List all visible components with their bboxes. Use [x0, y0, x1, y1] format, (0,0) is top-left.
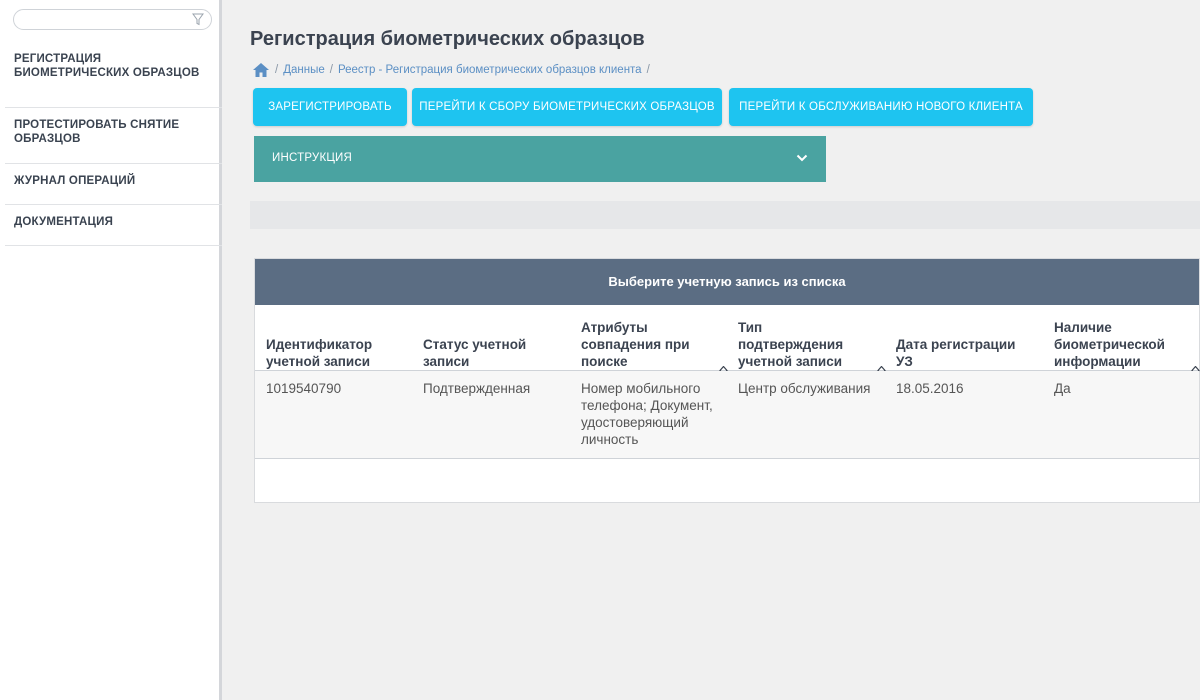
column-header-confirmation[interactable]: Тип подтверждения учетной записи	[738, 320, 844, 369]
sidebar-item-registration[interactable]: РЕГИСТРАЦИЯ БИОМЕТРИЧЕСКИХ ОБРАЗЦОВ	[5, 42, 222, 108]
sidebar-item-test-capture[interactable]: ПРОТЕСТИРОВАТЬ СНЯТИЕ ОБРАЗЦОВ	[5, 108, 222, 164]
table-header-row	[255, 305, 1199, 371]
sidebar-search[interactable]	[13, 9, 212, 30]
sidebar-item-documentation[interactable]: ДОКУМЕНТАЦИЯ	[5, 205, 222, 246]
column-header-id[interactable]: Идентификатор учетной записи	[266, 337, 373, 369]
table-row[interactable]	[255, 371, 1199, 459]
cell-id: 1019540790	[266, 381, 342, 396]
instructions-label: ИНСТРУКЦИЯ	[272, 152, 353, 164]
column-header-attributes[interactable]: Атрибуты совпадения при поиске	[581, 320, 690, 369]
table-title: Выберите учетную запись из списка	[255, 259, 1199, 305]
page-title: Регистрация биометрических образцов	[250, 28, 645, 50]
breadcrumb-item-data[interactable]: Данные	[283, 64, 325, 76]
column-header-status[interactable]: Статус учетной записи	[423, 337, 527, 369]
chevron-down-icon	[796, 153, 808, 163]
sidebar-nav	[5, 42, 222, 246]
breadcrumb-separator: /	[329, 64, 333, 76]
filter-icon[interactable]	[192, 13, 204, 26]
column-header-biometric[interactable]: Наличие биометрической информации	[1054, 320, 1165, 369]
sidebar	[0, 0, 222, 700]
cell-date: 18.05.2016	[896, 381, 964, 396]
sidebar-item-journal[interactable]: ЖУРНАЛ ОПЕРАЦИЙ	[5, 164, 222, 205]
cell-confirmation: Центр обслуживания	[738, 381, 871, 396]
instructions-accordion[interactable]	[254, 136, 826, 182]
cell-biometric: Да	[1054, 381, 1071, 396]
breadcrumb	[252, 62, 655, 78]
register-button[interactable]: ЗАРЕГИСТРИРОВАТЬ	[253, 88, 407, 126]
new-client-button[interactable]: ПЕРЕЙТИ К ОБСЛУЖИВАНИЮ НОВОГО КЛИЕНТА	[729, 88, 1033, 126]
filter-strip	[250, 201, 1200, 229]
breadcrumb-item-registry[interactable]: Реестр - Регистрация биометрических образцов клиента	[337, 64, 642, 76]
cell-status: Подтвержденная	[423, 381, 531, 396]
cell-attributes: Номер мобильного телефона; Документ, удостоверяющий личность	[581, 381, 713, 447]
column-header-date[interactable]: Дата регистрации УЗ	[896, 337, 1016, 369]
accounts-table	[254, 258, 1200, 503]
search-input[interactable]	[24, 12, 184, 27]
breadcrumb-separator: /	[275, 64, 279, 76]
breadcrumb-separator: /	[646, 64, 650, 76]
collect-samples-button[interactable]: ПЕРЕЙТИ К СБОРУ БИОМЕТРИЧЕСКИХ ОБРАЗЦОВ	[412, 88, 722, 126]
home-icon[interactable]	[252, 62, 270, 78]
